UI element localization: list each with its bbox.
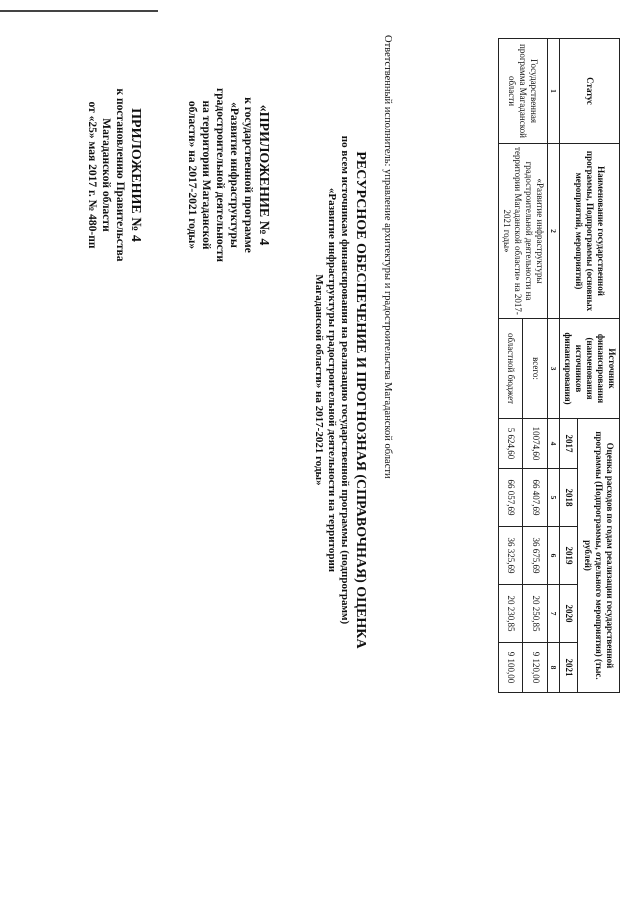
row-value: 66 057,69 [499,469,524,527]
table-header-row [577,39,619,693]
column-number: 6 [548,527,560,585]
row-name: «Развитие инфраструктуры градостроительной деятельности на территории Магаданской области» на 2017-2021 годы» [499,144,548,319]
row-value: 9 100,00 [499,643,524,693]
row-value: 9 120,00 [523,643,548,693]
appendix-government-resolution [85,60,144,290]
row-source: всего: [523,319,548,419]
row-source: областной бюджет [499,319,524,419]
row-value: 66 407,69 [523,469,548,527]
column-number: 7 [548,585,560,643]
row-value: 36 325,69 [499,527,524,585]
column-number: 3 [548,319,560,419]
row-value: 5 624,60 [499,419,524,469]
header-year: 2018 [560,469,578,527]
appendix-state-program [185,60,272,290]
column-number-row [548,39,560,693]
column-number: 5 [548,469,560,527]
row-value: 36 675,69 [523,527,548,585]
header-year: 2017 [560,419,578,469]
row-value: 20 230,85 [499,585,524,643]
appendix-line: градостроительной деятельности [214,88,226,262]
row-status: Государственная программа Магаданской области [499,39,548,144]
table-row [523,39,548,693]
responsible-executor: Ответственный исполнитель: управление архитектуры и градостроительства Магаданской области [382,35,393,479]
header-name: Наименование государственной программы, Подпрограммы (основных мероприятий, мероприятий) [560,144,620,319]
resource-table [498,38,620,693]
appendix-line: «Развитие инфраструктуры [228,102,240,248]
column-number: 2 [548,144,560,319]
subtitle-line: Магаданской области» на 2017-2021 годы» [313,274,325,486]
subtitle-line: по всем источникам финансирования на реализацию государственной программы (подпрограмм) [339,135,351,625]
document-subtitle [312,100,351,660]
row-value: 10074,60 [523,419,548,469]
appendix-line: на территории Магаданской [200,100,212,250]
header-source: Источник финансирования (наименования источников финансирования) [560,319,620,419]
header-year: 2019 [560,527,578,585]
header-year: 2020 [560,585,578,643]
appendix-heading: ПРИЛОЖЕНИЕ № 4 [128,108,143,242]
appendix-heading: «ПРИЛОЖЕНИЕ № 4 [256,104,271,246]
appendix-line: к постановлению Правительства [114,88,126,262]
header-estimate: Оценка расходов по годам реализации государственной программы (Подпрограммы, отдельного мероприятия) (тыс. рублей) [577,419,619,693]
column-number: 8 [548,643,560,693]
header-status: Статус [560,39,620,144]
column-number: 1 [548,39,560,144]
row-value: 20 250,85 [523,585,548,643]
subtitle-line: «Развитие инфраструктуры градостроительной деятельности на территории [326,187,338,573]
header-year: 2021 [560,643,578,693]
appendix-line: от «25» мая 2017 г. № 480-пп [86,101,98,249]
column-number: 4 [548,419,560,469]
document-title: РЕСУРСНОЕ ОБЕСПЕЧЕНИЕ И ПРОГНОЗНАЯ (СПРАВОЧНАЯ) ОЦЕНКА [353,151,368,649]
appendix-line: области» на 2017-2021 годы» [186,100,198,250]
appendix-line: Магаданской области [100,118,112,232]
appendix-line: к государственной программе [242,97,254,253]
